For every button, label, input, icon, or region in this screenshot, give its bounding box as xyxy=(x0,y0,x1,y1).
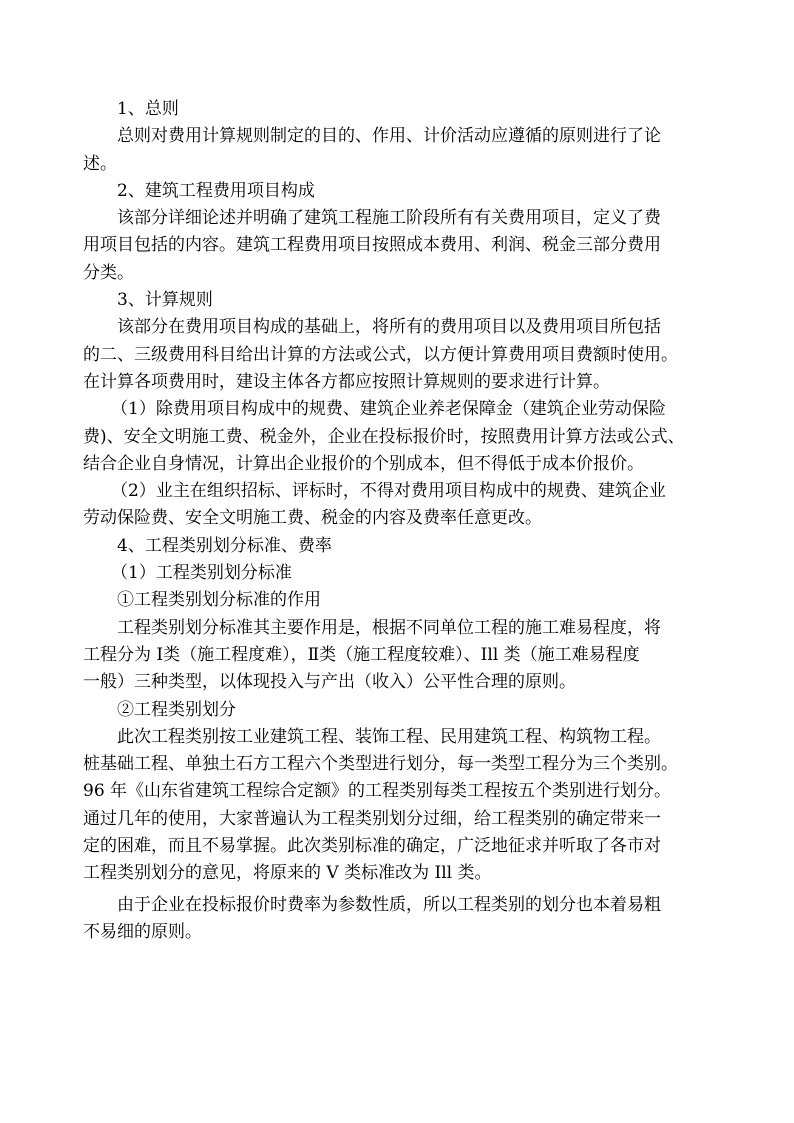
paragraph-line: 此次工程类别按工业建筑工程、装饰工程、民用建筑工程、构筑物工程。 xyxy=(117,726,661,747)
document-page xyxy=(83,96,713,946)
paragraph-line: 工程类别划分标准其主要作用是，根据不同单位工程的施工难易程度，将 xyxy=(117,617,661,638)
paragraph-line: 分类。 xyxy=(83,262,134,283)
paragraph-line: 定的困难，而且不易掌握。此次类别标准的确定，广泛地征求并听取了各市对 xyxy=(83,836,661,857)
paragraph-line: 述。 xyxy=(83,153,117,174)
paragraph-line: 桩基础工程、单独土石方工程六个类型进行划分，每一类型工程分为三个类别。 xyxy=(83,754,678,775)
subheading-category-standard: （1）工程类别划分标准 xyxy=(111,563,292,584)
paragraph-line: 在计算各项费用时，建设主体各方都应按照计算规则的要求进行计算。 xyxy=(83,371,610,392)
paragraph-line: 不易细的原则。 xyxy=(83,921,202,942)
paragraph-line: 用项目包括的内容。建筑工程费用项目按照成本费用、利润、税金三部分费用 xyxy=(83,235,661,256)
heading-cost-items: 2、建筑工程费用项目构成 xyxy=(117,180,315,201)
paragraph-line: 劳动保险费、安全文明施工费、税金的内容及费率任意更改。 xyxy=(83,508,542,529)
paragraph-line: 该部分在费用项目构成的基础上，将所有的费用项目以及费用项目所包括 xyxy=(117,317,661,338)
subheading-category-division: ②工程类别划分 xyxy=(117,699,236,720)
paragraph-line: （2）业主在组织招标、评标时，不得对费用项目构成中的规费、建筑企业 xyxy=(111,481,666,502)
paragraph-line: 通过几年的使用，大家普遍认为工程类别划分过细，给工程类别的确定带来一 xyxy=(83,808,661,829)
paragraph-line: （1）除费用项目构成中的规费、建筑企业养老保障金（建筑企业劳动保险 xyxy=(111,399,666,420)
heading-calc-rules: 3、计算规则 xyxy=(117,290,213,311)
subheading-standard-role: ①工程类别划分标准的作用 xyxy=(117,590,321,611)
paragraph-line: 费)、安全文明施工费、税金外，企业在投标报价时，按照费用计算方法或公式、 xyxy=(83,426,685,447)
heading-general: 1、总则 xyxy=(117,99,179,119)
paragraph-line: 工程分为 Ⅰ类（施工程度难），Ⅱ类（施工程度较难）、Ill 类（施工难易程度 xyxy=(83,644,640,665)
paragraph-line: 一般）三种类型，以体现投入与产出（收入）公平性合理的原则。 xyxy=(83,672,576,693)
paragraph-line: 结合企业自身情况，计算出企业报价的个别成本，但不得低于成本价报价。 xyxy=(83,453,644,474)
paragraph-line: 由于企业在投标报价时费率为参数性质，所以工程类别的划分也本着易粗 xyxy=(117,894,661,915)
paragraph-line: 该部分详细论述并明确了建筑工程施工阶段所有有关费用项目，定义了费 xyxy=(117,208,661,229)
paragraph-line: 工程类别划分的意见，将原来的 V 类标准改为 Ill 类。 xyxy=(83,863,492,884)
paragraph-line: 的二、三级费用科目给出计算的方法或公式，以方便计算费用项目费额时使用。 xyxy=(83,344,678,365)
heading-project-category: 4、工程类别划分标准、费率 xyxy=(117,535,332,556)
paragraph-line: 总则对费用计算规则制定的目的、作用、计价活动应遵循的原则进行了论 xyxy=(117,126,661,147)
paragraph-line: 96 年《山东省建筑工程综合定额》的工程类别每类工程按五个类别进行划分。 xyxy=(83,781,672,802)
